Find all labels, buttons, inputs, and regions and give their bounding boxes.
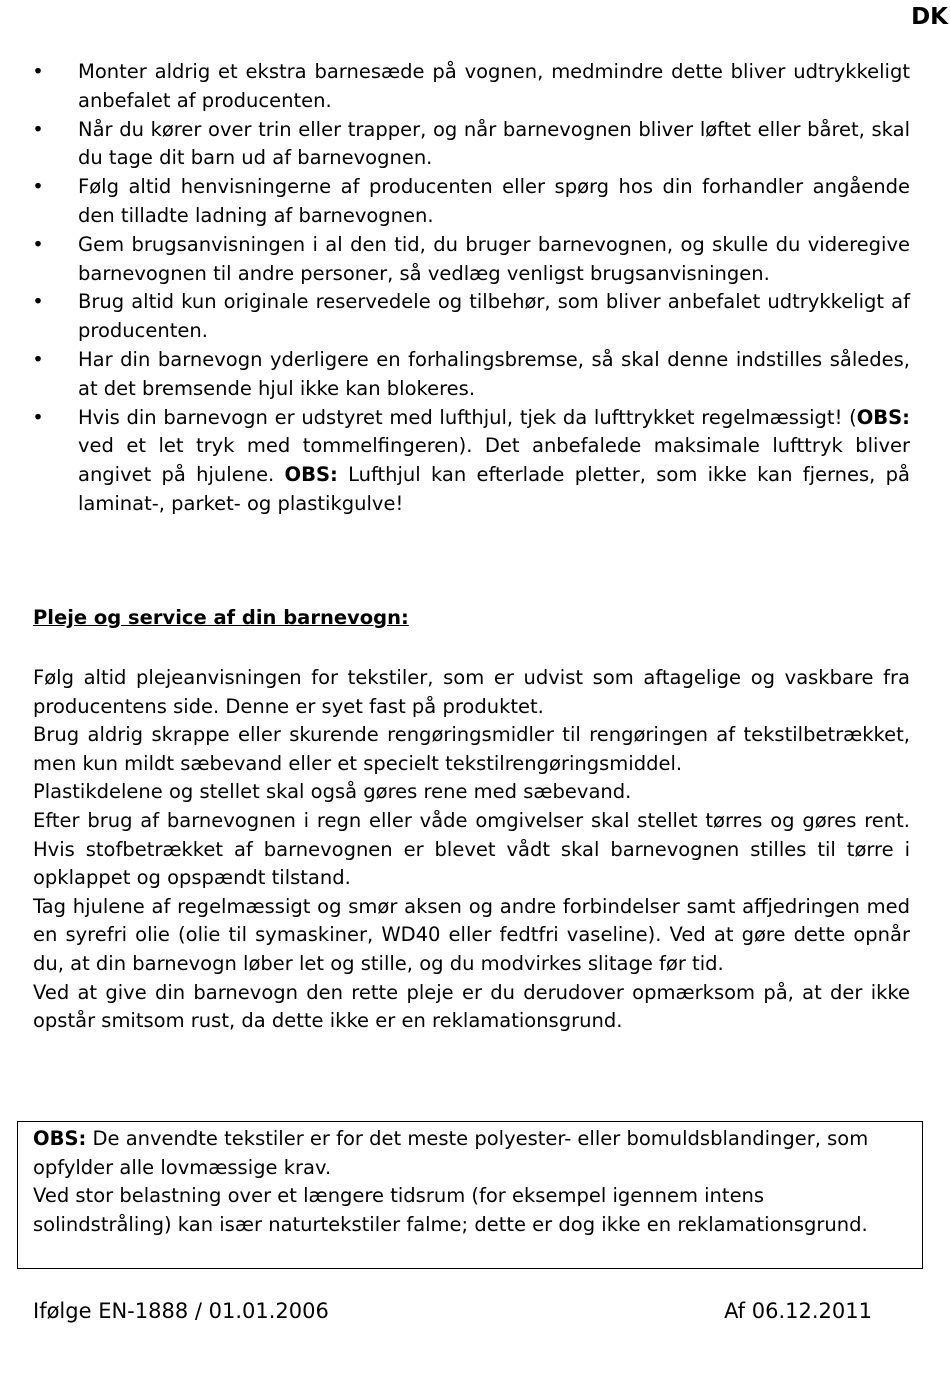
list-item-text: Gem brugsanvisningen i al den tid, du bruger barnevognen, og skulle du videregive barnevognen til andre personer, så vedlæg venligst brugsanvisningen. — [78, 232, 910, 285]
obs-label: OBS: — [856, 405, 910, 429]
list-item — [30, 346, 910, 404]
list-item — [30, 288, 910, 346]
list-item-text — [78, 406, 910, 515]
paragraph: Tag hjulene af regelmæssigt og smør aksen og andre forbindelser samt affjedringen med en syrefri olie (olie til symaskiner, WD40 eller fedtfri vaseline). Ved at gøre dette opnår du, at din barnevogn løber let og stille, og du modvirkes slitage før tid. — [33, 894, 910, 975]
section-title: Pleje og service af din barnevogn: — [33, 606, 409, 629]
list-item-text: Brug altid kun originale reservedele og tilbehør, som bliver anbefalet udtrykkeligt af producenten. — [78, 290, 910, 343]
standard-reference: Ifølge EN-1888 / 01.01.2006 — [33, 1299, 329, 1323]
safety-bullet-list — [30, 58, 910, 519]
list-item-text: Følg altid henvisningerne af producenten eller spørg hos din forhandler angående den tilladte ladning af barnevognen. — [78, 175, 910, 227]
list-item-text: Monter aldrig et ekstra barnesæde på vognen, medmindre dette bliver udtrykkeligt anbefalet af producenten. — [78, 60, 910, 112]
obs-notice-text — [33, 1125, 908, 1182]
bullet-icon: • — [32, 175, 44, 199]
bullet-icon: • — [32, 347, 44, 371]
paragraph: Plastikdelene og stellet skal også gøres rene med sæbevand. — [33, 780, 632, 804]
text-fragment: Hvis din barnevogn er udstyret med lufthjul, tjek da lufttrykket regelmæssigt! ( — [78, 405, 857, 429]
text-fragment: Lufthjul kan efterlade pletter, som ikke kan fjernes, på laminat-, parket- og plastikgulve! — [78, 463, 910, 515]
list-item — [30, 116, 910, 174]
bullet-icon: • — [32, 232, 44, 256]
list-item — [30, 231, 910, 289]
obs-label: OBS: — [284, 463, 338, 487]
obs-label: OBS: — [33, 1127, 87, 1150]
language-code: DK — [911, 4, 948, 30]
paragraph: Følg altid plejeanvisningen for tekstiler, som er udvist som aftagelige og vaskbare fra producentens side. Denne er syet fast på produktet. — [33, 666, 910, 718]
list-item-text: Når du kører over trin eller trapper, og når barnevognen bliver løftet eller båret, skal du tage dit barn ud af barnevognen. — [78, 117, 910, 170]
bullet-icon: • — [32, 405, 44, 429]
paragraph: Efter brug af barnevognen i regn eller våde omgivelser skal stellet tørres og gøres rent. Hvis stofbetrækket af barnevognen er blevet vådt skal barnevognen stilles til tørre i opklappet og opspændt tilstand. — [33, 808, 910, 890]
bullet-icon: • — [32, 117, 44, 141]
list-item — [30, 58, 910, 116]
paragraph: Brug aldrig skrappe eller skurende rengøringsmidler til rengøringen af tekstilbetrækket, men kun mildt sæbevand eller et specielt tekstilrengøringsmiddel. — [33, 723, 910, 775]
obs-notice-text: Ved stor belastning over et længere tidsrum (for eksempel igennem intens solindstråling) kan især naturtekstiler falme; dette er dog ikke en reklamationsgrund. — [33, 1184, 868, 1236]
list-item — [30, 404, 910, 519]
bullet-icon: • — [32, 290, 44, 314]
text-fragment: ved et let tryk med tommelfingeren). Det anbefalede maksimale lufttryk bliver angivet på hjulene. — [78, 434, 910, 487]
care-instructions — [33, 664, 910, 1036]
document-date: Af 06.12.2011 — [724, 1299, 872, 1323]
text-fragment: De anvendte tekstiler er for det meste polyester- eller bomuldsblandinger, som opfylder alle lovmæssige krav. — [33, 1127, 869, 1179]
obs-notice-box — [17, 1121, 923, 1269]
bullet-icon: • — [32, 60, 44, 83]
paragraph: Ved at give din barnevogn den rette pleje er du derudover opmærksom på, at der ikke opstår smitsom rust, da dette ikke er en reklamationsgrund. — [33, 980, 910, 1033]
list-item — [30, 173, 910, 231]
list-item-text: Har din barnevogn yderligere en forhalingsbremse, så skal denne indstilles således, at det bremsende hjul ikke kan blokeres. — [78, 347, 910, 400]
